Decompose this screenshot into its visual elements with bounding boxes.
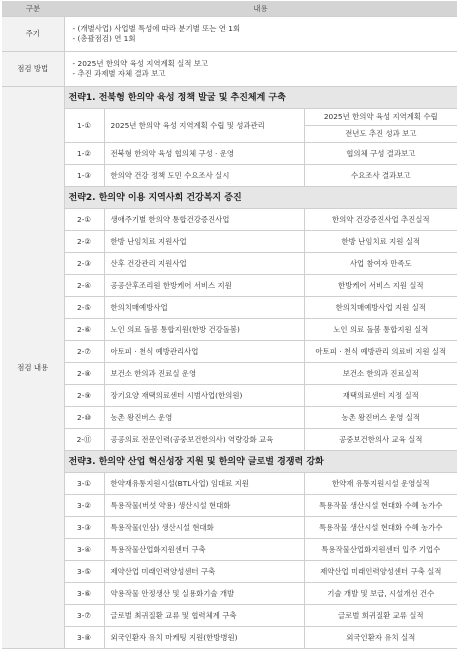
task-indicator: 한약재 유통지원시설 운영실적 — [304, 473, 457, 495]
task-row — [2, 363, 457, 385]
task-row — [2, 407, 457, 429]
strategy-title: 전략3. 한의약 산업 혁신성장 지원 및 한의약 글로벌 경쟁력 강화 — [64, 451, 457, 473]
task-row — [2, 341, 457, 363]
task-name: 장기요양 재택의료센터 시범사업(한의원) — [104, 385, 304, 407]
task-row — [2, 385, 457, 407]
task-name: 한의약 건강 정책 도민 수요조사 실시 — [104, 165, 304, 187]
task-number: 2-③ — [64, 253, 104, 275]
task-number: 3-① — [64, 473, 104, 495]
task-name: 특용작물(버섯 약용) 생산시설 현대화 — [104, 495, 304, 517]
task-indicator: 글로벌 희귀질환 교류 실적 — [304, 605, 457, 627]
task-name: 특용작물(인삼) 생산시설 현대화 — [104, 517, 304, 539]
cycle-line-1: - (개별사업) 사업별 특성에 따라 분기별 또는 연 1회 — [72, 24, 241, 33]
task-row — [2, 143, 457, 165]
task-name: 글로벌 최귀질환 교류 및 협력체계 구축 — [104, 605, 304, 627]
task-name: 아토피 · 천식 예방관리사업 — [104, 341, 304, 363]
task-number: 2-⑥ — [64, 319, 104, 341]
task-number: 2-⑦ — [64, 341, 104, 363]
task-number: 3-⑧ — [64, 627, 104, 649]
task-name: 농촌 왕진버스 운영 — [104, 407, 304, 429]
task-name: 특용작물산업화지원센터 구축 — [104, 539, 304, 561]
task-indicator: 노인 의료 돌봄 통합지원 실적 — [304, 319, 457, 341]
header-content: 내용 — [64, 1, 457, 17]
task-indicator: 한방 난임치료 지원 실적 — [304, 231, 457, 253]
task-name: 약용작물 안정생산 및 실용화기술 개발 — [104, 583, 304, 605]
strategy-header-row — [2, 187, 457, 209]
strategy-header-row — [2, 451, 457, 473]
method-line-2: - 추진 과제별 자체 결과 보고 — [72, 69, 166, 78]
inspection-table — [2, 1, 457, 649]
task-row — [2, 429, 457, 451]
content-label: 점검 내용 — [2, 87, 64, 649]
task-indicator: 2025년 한의약 육성 지역계획 수립 — [304, 109, 457, 126]
task-name: 한약재유통지원시설(BTL사업) 임대료 지원 — [104, 473, 304, 495]
task-row — [2, 253, 457, 275]
task-indicator: 사업 참여자 만족도 — [304, 253, 457, 275]
task-indicator: 공중보건한의사 교육 실적 — [304, 429, 457, 451]
task-name: 제약산업 미래인력양성센터 구축 — [104, 561, 304, 583]
header-category: 구분 — [2, 1, 64, 17]
table-header-row — [2, 1, 457, 17]
task-indicator: 협의체 구성 결과보고 — [304, 143, 457, 165]
task-number: 2-④ — [64, 275, 104, 297]
strategy-title: 전략1. 전북형 한의약 육성 정책 발굴 및 추진체계 구축 — [64, 87, 457, 109]
task-row — [2, 231, 457, 253]
method-label: 점검 방법 — [2, 52, 64, 87]
task-number: 3-⑤ — [64, 561, 104, 583]
task-row — [2, 297, 457, 319]
task-row — [2, 319, 457, 341]
task-name: 한의치매예방사업 — [104, 297, 304, 319]
strategy-title: 전략2. 한의약 이용 지역사회 건강복지 증진 — [64, 187, 457, 209]
task-name: 보건소 한의과 진료실 운영 — [104, 363, 304, 385]
task-row — [2, 517, 457, 539]
method-line-1: - 2025년 한의약 육성 지역계획 실적 보고 — [72, 59, 209, 68]
task-number: 1-① — [64, 109, 104, 143]
task-number: 1-③ — [64, 165, 104, 187]
task-indicator: 전년도 추진 성과 보고 — [304, 126, 457, 143]
task-number: 1-② — [64, 143, 104, 165]
task-indicator: 특용작물 생산시설 현대화 수혜 농가수 — [304, 517, 457, 539]
task-indicator: 특용작물산업화지원센터 입주 기업수 — [304, 539, 457, 561]
task-number: 2-② — [64, 231, 104, 253]
task-indicator: 한의약 건강증진사업 추진실적 — [304, 209, 457, 231]
task-indicator: 기술 개발 및 보급, 시설개선 건수 — [304, 583, 457, 605]
task-number: 3-④ — [64, 539, 104, 561]
task-row — [2, 109, 457, 126]
cycle-label: 주기 — [2, 17, 64, 52]
task-row — [2, 165, 457, 187]
task-row — [2, 605, 457, 627]
task-number: 2-① — [64, 209, 104, 231]
cycle-line-2: - (총괄점검) 연 1회 — [72, 34, 136, 43]
task-row — [2, 561, 457, 583]
task-number: 3-② — [64, 495, 104, 517]
task-indicator: 제약산업 미래인력양성센터 구축 실적 — [304, 561, 457, 583]
method-row — [2, 52, 457, 87]
task-row — [2, 275, 457, 297]
task-indicator: 아토피 · 천식 예방관리 의료비 지원 실적 — [304, 341, 457, 363]
cycle-row — [2, 17, 457, 52]
task-name: 산후 건강관리 지원사업 — [104, 253, 304, 275]
task-indicator: 한방케어 서비스 지원 실적 — [304, 275, 457, 297]
task-number: 2-⑩ — [64, 407, 104, 429]
task-number: 2-⑪ — [64, 429, 104, 451]
task-indicator: 외국인환자 유치 실적 — [304, 627, 457, 649]
task-number: 2-⑤ — [64, 297, 104, 319]
task-number: 2-⑨ — [64, 385, 104, 407]
cycle-content — [64, 17, 457, 52]
task-indicator: 보건소 한의과 진료실적 — [304, 363, 457, 385]
task-name: 공공의료 전문인력(공중보건한의사) 역량강화 교육 — [104, 429, 304, 451]
task-row — [2, 539, 457, 561]
strategy-header-row — [2, 87, 457, 109]
task-name: 외국인환자 유치 마케팅 지원(한방병원) — [104, 627, 304, 649]
task-row — [2, 473, 457, 495]
task-row — [2, 583, 457, 605]
task-indicator: 재택의료센터 지정 실적 — [304, 385, 457, 407]
task-number: 3-⑦ — [64, 605, 104, 627]
task-name: 생애주기별 한의약 통합건강증진사업 — [104, 209, 304, 231]
task-name: 전북형 한의약 육성 협의체 구성 · 운영 — [104, 143, 304, 165]
task-name: 노인 의료 돌봄 통합지원(한방 건강돌봄) — [104, 319, 304, 341]
task-name: 한방 난임치료 지원사업 — [104, 231, 304, 253]
task-number: 2-⑧ — [64, 363, 104, 385]
task-number: 3-③ — [64, 517, 104, 539]
task-name: 2025년 한의약 육성 지역계획 수립 및 성과관리 — [104, 109, 304, 143]
task-number: 3-⑥ — [64, 583, 104, 605]
method-content — [64, 52, 457, 87]
task-row — [2, 209, 457, 231]
task-row — [2, 495, 457, 517]
task-name: 공공산후조리원 한방케어 서비스 지원 — [104, 275, 304, 297]
task-indicator: 농촌 왕진버스 운영 실적 — [304, 407, 457, 429]
task-indicator: 한의치매예방사업 지원 실적 — [304, 297, 457, 319]
task-indicator: 특용작물 생산시설 현대화 수혜 농가수 — [304, 495, 457, 517]
task-indicator: 수요조사 결과보고 — [304, 165, 457, 187]
